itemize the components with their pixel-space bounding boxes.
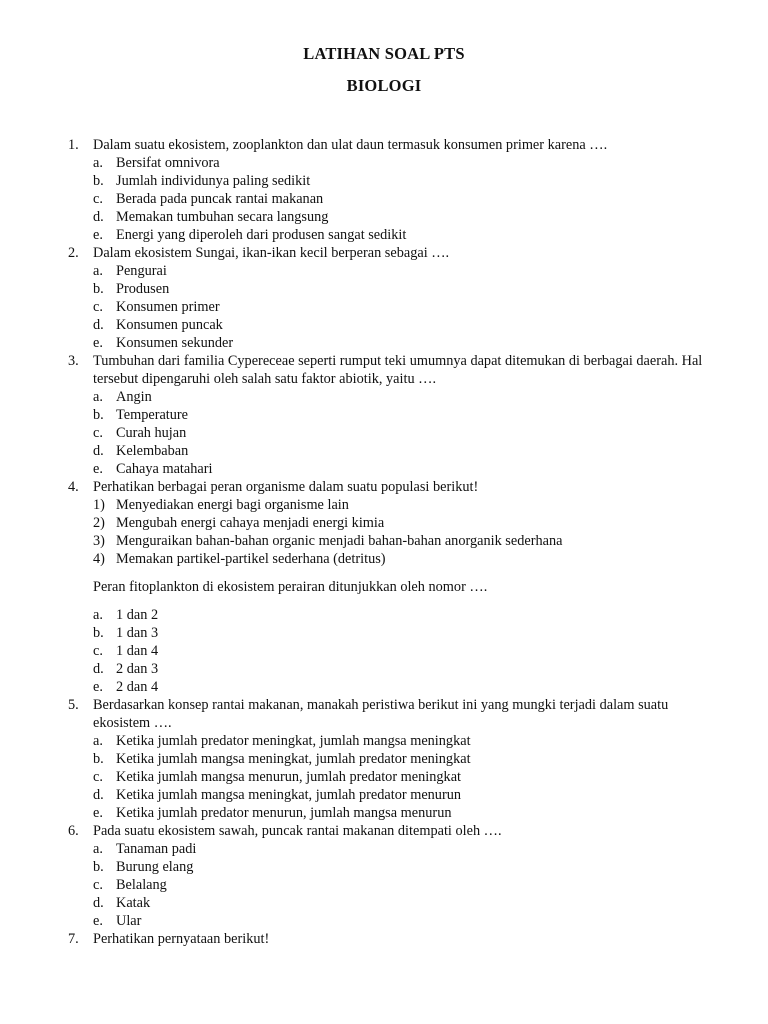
option xyxy=(68,624,728,642)
option-label: d. xyxy=(93,443,104,459)
document-title: LATIHAN SOAL PTS xyxy=(303,44,465,63)
option xyxy=(68,732,728,750)
option xyxy=(68,208,728,226)
option xyxy=(68,280,728,298)
option xyxy=(68,424,728,442)
option-label: a. xyxy=(93,607,103,623)
option-text: Konsumen primer xyxy=(116,299,220,315)
statement xyxy=(68,550,728,568)
option-text: Ketika jumlah predator meningkat, jumlah mangsa meningkat xyxy=(116,733,471,749)
option xyxy=(68,678,728,696)
option-label: a. xyxy=(93,841,103,857)
option-label: d. xyxy=(93,209,104,225)
option-text: Tanaman padi xyxy=(116,841,197,857)
option-text: Jumlah individunya paling sedikit xyxy=(116,173,311,189)
option-label: a. xyxy=(93,389,103,405)
option-text: Bersifat omnivora xyxy=(116,155,220,171)
option-text: Pengurai xyxy=(116,263,167,279)
statement-label: 1) xyxy=(93,497,105,513)
option xyxy=(68,840,728,858)
option-label: d. xyxy=(93,895,104,911)
statement xyxy=(68,496,728,514)
option-label: e. xyxy=(93,227,103,243)
option-text: Kelembaban xyxy=(116,443,189,459)
option-label: e. xyxy=(93,679,103,695)
option-text: Angin xyxy=(116,389,152,405)
statement-text: Menguraikan bahan-bahan organic menjadi bahan-bahan anorganik sederhana xyxy=(116,533,563,549)
option-text: Burung elang xyxy=(116,859,194,875)
statement-label: 4) xyxy=(93,551,105,567)
question-prompt: Peran fitoplankton di ekosistem perairan ditunjukkan oleh nomor …. xyxy=(93,579,488,595)
option-label: d. xyxy=(93,787,104,803)
option-label: a. xyxy=(93,733,103,749)
question-number: 7. xyxy=(68,931,79,947)
option-text: Berada pada puncak rantai makanan xyxy=(116,191,324,207)
statement-text: Memakan partikel-partikel sederhana (detritus) xyxy=(116,551,386,567)
option-label: d. xyxy=(93,317,104,333)
option-label: c. xyxy=(93,877,103,893)
question-list xyxy=(68,136,728,948)
question-number: 4. xyxy=(68,479,79,495)
option xyxy=(68,660,728,678)
option-label: c. xyxy=(93,425,103,441)
option-text: 2 dan 3 xyxy=(116,661,159,677)
option-text: Konsumen sekunder xyxy=(116,335,234,351)
option-label: b. xyxy=(93,859,104,875)
option-text: Cahaya matahari xyxy=(116,461,213,477)
option xyxy=(68,750,728,768)
question-5 xyxy=(68,696,728,732)
option-text: Belalang xyxy=(116,877,167,893)
option xyxy=(68,406,728,424)
question-text: Tumbuhan dari familia Cypereceae seperti rumput teki umumnya dapat ditemukan di berbagai daerah. Hal tersebut dipengaruhi oleh salah satu faktor abiotik, yaitu …. xyxy=(93,353,703,387)
option-label: d. xyxy=(93,661,104,677)
option-label: b. xyxy=(93,173,104,189)
question-text: Berdasarkan konsep rantai makanan, manakah peristiwa berikut ini yang mungki terjadi dalam suatu ekosistem …. xyxy=(93,697,669,731)
statement-text: Menyediakan energi bagi organisme lain xyxy=(116,497,349,513)
statement-label: 2) xyxy=(93,515,105,531)
option-text: Curah hujan xyxy=(116,425,187,441)
option-label: a. xyxy=(93,263,103,279)
option-text: Konsumen puncak xyxy=(116,317,223,333)
question-text: Perhatikan pernyataan berikut! xyxy=(93,931,270,947)
option xyxy=(68,894,728,912)
option-text: 1 dan 2 xyxy=(116,607,159,623)
option-text: Ketika jumlah mangsa meningkat, jumlah predator meningkat xyxy=(116,751,471,767)
question-7 xyxy=(68,930,728,948)
option-label: e. xyxy=(93,335,103,351)
option xyxy=(68,190,728,208)
question-number: 6. xyxy=(68,823,79,839)
option-label: b. xyxy=(93,751,104,767)
question-number: 3. xyxy=(68,353,79,369)
statement-label: 3) xyxy=(93,533,105,549)
option xyxy=(68,768,728,786)
option-label: b. xyxy=(93,281,104,297)
question-number: 5. xyxy=(68,697,79,713)
option-label: e. xyxy=(93,461,103,477)
option xyxy=(68,154,728,172)
option xyxy=(68,858,728,876)
option-label: c. xyxy=(93,643,103,659)
option-text: Katak xyxy=(116,895,151,911)
option xyxy=(68,226,728,244)
option-label: c. xyxy=(93,191,103,207)
question-number: 2. xyxy=(68,245,79,261)
option-label: c. xyxy=(93,299,103,315)
option-label: c. xyxy=(93,769,103,785)
option xyxy=(68,912,728,930)
option-label: e. xyxy=(93,805,103,821)
question-text: Dalam ekosistem Sungai, ikan-ikan kecil berperan sebagai …. xyxy=(93,245,450,261)
option-label: e. xyxy=(93,913,103,929)
option xyxy=(68,442,728,460)
option xyxy=(68,388,728,406)
question-6 xyxy=(68,822,728,840)
option-text: Ketika jumlah predator menurun, jumlah mangsa menurun xyxy=(116,805,452,821)
option-text: Energi yang diperoleh dari produsen sangat sedikit xyxy=(116,227,407,243)
question-text: Dalam suatu ekosistem, zooplankton dan ulat daun termasuk konsumen primer karena …. xyxy=(93,137,608,153)
option xyxy=(68,172,728,190)
option xyxy=(68,606,728,624)
option xyxy=(68,262,728,280)
option-text: 1 dan 4 xyxy=(116,643,159,659)
statement-text: Mengubah energi cahaya menjadi energi kimia xyxy=(116,515,385,531)
option xyxy=(68,316,728,334)
option-text: 1 dan 3 xyxy=(116,625,159,641)
option xyxy=(68,642,728,660)
question-2 xyxy=(68,244,728,262)
option-text: 2 dan 4 xyxy=(116,679,159,695)
option-label: a. xyxy=(93,155,103,171)
option-label: b. xyxy=(93,407,104,423)
statement xyxy=(68,532,728,550)
option xyxy=(68,460,728,478)
option xyxy=(68,298,728,316)
option-text: Memakan tumbuhan secara langsung xyxy=(116,209,329,225)
option-text: Ketika jumlah mangsa meningkat, jumlah predator menurun xyxy=(116,787,462,803)
question-number: 1. xyxy=(68,137,79,153)
option-label: b. xyxy=(93,625,104,641)
statement xyxy=(68,514,728,532)
question-text: Pada suatu ekosistem sawah, puncak rantai makanan ditempati oleh …. xyxy=(93,823,502,839)
option-text: Produsen xyxy=(116,281,170,297)
option xyxy=(68,334,728,352)
option-text: Temperature xyxy=(116,407,189,423)
option xyxy=(68,876,728,894)
question-1 xyxy=(68,136,728,154)
option xyxy=(68,786,728,804)
question-3 xyxy=(68,352,728,388)
question-4 xyxy=(68,478,728,496)
question-text: Perhatikan berbagai peran organisme dalam suatu populasi berikut! xyxy=(93,479,479,495)
option-text: Ular xyxy=(116,913,142,929)
option xyxy=(68,804,728,822)
option-text: Ketika jumlah mangsa menurun, jumlah predator meningkat xyxy=(116,769,462,785)
document-subtitle: BIOLOGI xyxy=(346,76,422,95)
